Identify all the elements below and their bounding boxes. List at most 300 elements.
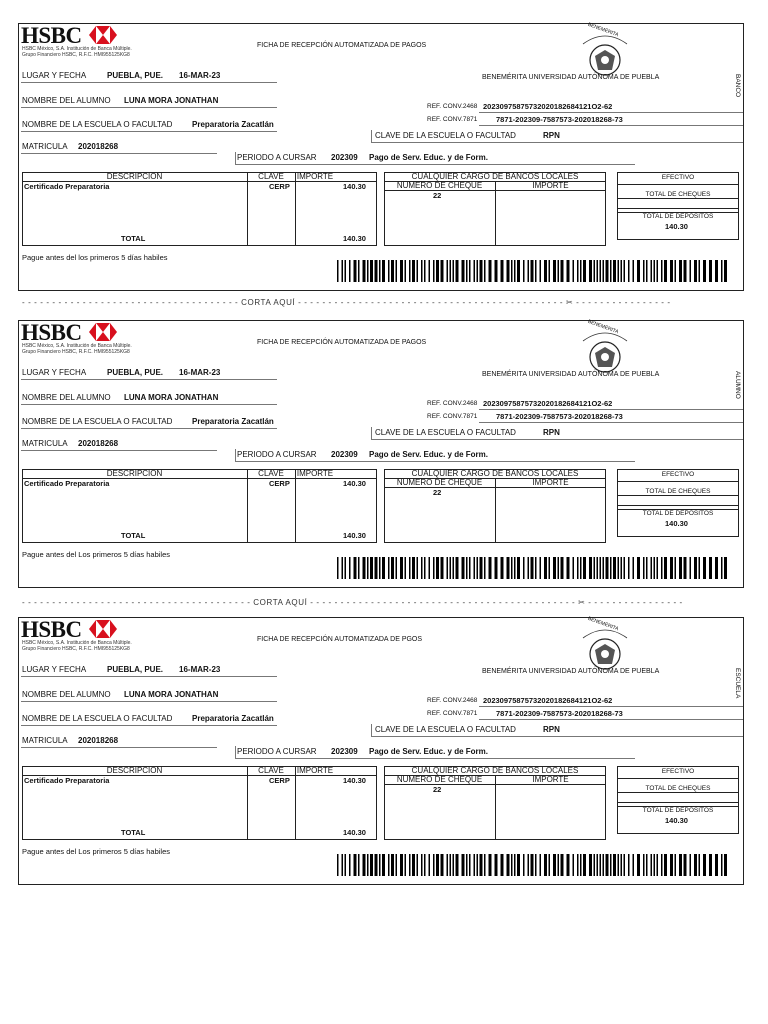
barcode-bar	[514, 557, 516, 579]
barcode-bar	[484, 854, 486, 876]
barcode-bar	[405, 854, 407, 876]
barcode-bar	[466, 260, 468, 282]
barcode-bar	[441, 854, 444, 876]
barcode-bar	[684, 854, 687, 876]
efectivo-label: EFECTIVO	[661, 768, 695, 775]
barcode-bar	[589, 260, 592, 282]
barcode-bar	[474, 854, 476, 876]
barcode-bar	[561, 854, 564, 876]
barcode-bar	[507, 260, 510, 282]
ref1-value: 20230975875732020182684121O2-62	[483, 102, 613, 111]
barcode-bar	[583, 854, 586, 876]
periodo-value: 202309	[331, 450, 358, 459]
barcode-bar	[409, 260, 411, 282]
ref2-value: 7871-202309-7587573-202018268-73	[496, 412, 623, 421]
barcode-bar	[517, 557, 520, 579]
matricula-label: MATRICULA	[22, 439, 68, 448]
barcode-bar	[370, 260, 373, 282]
barcode-bar	[535, 854, 537, 876]
barcode-bar	[469, 854, 471, 876]
barcode-bar	[621, 854, 623, 876]
barcode-bar	[703, 557, 706, 579]
barcode-bar	[429, 557, 431, 579]
barcode-bar	[610, 557, 612, 579]
barcode-bar	[594, 557, 596, 579]
barcode-bar	[606, 260, 609, 282]
barcode-bar	[388, 854, 390, 876]
barcode-bar	[363, 557, 366, 579]
barcode-bar	[690, 260, 692, 282]
barcode-bar	[477, 854, 479, 876]
periodo-value: 202309	[331, 153, 358, 162]
underline	[479, 422, 743, 423]
cut-line: - - - - - - - - - - - - - - - - - - - - - - - - - - - - - - - - - - - - - - CORTA AQUÍ - - - - - - - - - - - - - - - - - - - - - - - - - - - - - - - - - - - - - - - - - - - - ✂ - - - - - - - - - - - - - - - -	[22, 598, 683, 607]
payment-slip-bank-copy	[18, 23, 744, 291]
barcode-bar	[484, 557, 486, 579]
barcode-bar	[654, 854, 656, 876]
barcode-bar	[495, 260, 498, 282]
underline	[235, 461, 635, 462]
barcode-bar	[567, 557, 570, 579]
barcode-bar	[606, 854, 609, 876]
barcode-bar	[654, 557, 656, 579]
barcode-bar	[424, 854, 426, 876]
ref2-label: REF. CONV.7871	[427, 116, 478, 123]
matricula-value: 202018268	[78, 439, 119, 448]
bank-legal-line-1: HSBC México, S.A. Institución de Banca Múltiple.	[22, 343, 132, 349]
barcode-bar	[456, 557, 459, 579]
hsbc-logo-text: HSBC	[21, 23, 82, 48]
barcode-bar	[690, 557, 692, 579]
barcode-bar	[370, 557, 373, 579]
escuela-value: Preparatoria Zacatlán	[192, 120, 274, 129]
total-value: 140.30	[343, 828, 366, 837]
barcode-bar	[379, 854, 381, 876]
underline	[21, 404, 277, 405]
barcode-bar	[391, 854, 394, 876]
underline	[21, 725, 277, 726]
periodo-label: PERIODO A CURSAR	[237, 747, 317, 756]
fecha-value: 16-MAR-23	[179, 368, 221, 377]
barcode-bar	[600, 557, 602, 579]
barcode-bar	[489, 557, 492, 579]
cut-line: - - - - - - - - - - - - - - - - - - - - - - - - - - - - - - - - - - - - CORTA AQUÍ - - - - - - - - - - - - - - - - - - - - - - - - - - - - - - - - - - - - - - - - - - - - ✂ - - - - - - - - - - - - - - - -	[22, 298, 671, 307]
barcode-bar	[577, 260, 579, 282]
barcode-bar	[646, 854, 648, 876]
underline	[371, 142, 743, 143]
barcode-bar	[358, 260, 360, 282]
barcode-bar	[436, 260, 439, 282]
barcode-bar	[675, 260, 677, 282]
barcode-bar	[633, 854, 635, 876]
barcode-bar	[462, 854, 465, 876]
barcode-bar	[553, 557, 556, 579]
clave-escuela-label: CLAVE DE LA ESCUELA O FACULTAD	[375, 725, 516, 734]
barcode-bar	[412, 557, 415, 579]
barcode-bar	[342, 557, 344, 579]
alumno-value: LUNA MORA JONATHAN	[124, 96, 219, 105]
underline	[479, 719, 743, 720]
bancos-title: CUALQUIER CARGO DE BANCOS LOCALES	[411, 469, 579, 478]
col-clave: CLAVE	[258, 172, 284, 181]
barcode-bar	[573, 557, 575, 579]
barcode-bar	[675, 854, 677, 876]
matricula-label: MATRICULA	[22, 142, 68, 151]
barcode-bar	[388, 557, 390, 579]
barcode-bar	[540, 854, 542, 876]
barcode-bar	[580, 260, 582, 282]
barcode-bar	[337, 557, 339, 579]
barcode-bar	[715, 260, 718, 282]
total-label: TOTAL	[121, 234, 146, 243]
barcode-bar	[583, 557, 586, 579]
barcode-bar	[610, 854, 612, 876]
barcode-bar	[724, 557, 727, 579]
barcode-bar	[694, 557, 697, 579]
barcode-bar	[405, 557, 407, 579]
barcode-bar	[643, 260, 645, 282]
barcode-bar	[540, 557, 542, 579]
barcode-bar	[549, 854, 551, 876]
barcode-bar	[453, 557, 455, 579]
barcode-bar	[679, 557, 682, 579]
col-numero-cheque: NUMERO DE CHEQUE	[396, 775, 483, 784]
barcode-bar	[621, 260, 623, 282]
copy-label: BANCO	[734, 74, 741, 98]
underline	[21, 379, 277, 380]
ref1-label: REF. CONV.2468	[427, 697, 478, 704]
barcode-bar	[375, 557, 378, 579]
col-clave: CLAVE	[258, 469, 284, 478]
barcode-bar	[573, 854, 575, 876]
barcode-bar	[549, 260, 551, 282]
barcode-bar	[540, 260, 542, 282]
barcode-bar	[342, 854, 344, 876]
barcode-bar	[724, 260, 727, 282]
col-importe: IMPORTE	[296, 172, 334, 181]
barcode-bar	[342, 260, 344, 282]
university-seal-icon	[577, 30, 633, 80]
barcode-bar	[354, 260, 357, 282]
lugar-fecha-label: LUGAR Y FECHA	[22, 665, 87, 674]
bancos-title: CUALQUIER CARGO DE BANCOS LOCALES	[411, 172, 579, 181]
barcode-bar	[484, 260, 486, 282]
barcode-bar	[456, 854, 459, 876]
underline	[479, 125, 743, 126]
barcode-bar	[699, 260, 701, 282]
barcode-bar	[514, 260, 516, 282]
barcode-bar	[441, 557, 444, 579]
barcode-bar	[477, 557, 479, 579]
barcode-bar	[618, 260, 620, 282]
barcode-bar	[412, 854, 415, 876]
ref2-label: REF. CONV.7871	[427, 710, 478, 717]
barcode-bar	[514, 854, 516, 876]
col-importe-cheque: IMPORTE	[532, 478, 569, 487]
item-clave: CERP	[269, 776, 290, 785]
barcode-bar	[589, 854, 592, 876]
barcode-bar	[450, 557, 452, 579]
barcode-bar	[370, 854, 373, 876]
barcode-bar	[433, 854, 435, 876]
barcode-bar	[349, 260, 351, 282]
barcode-bar	[367, 854, 369, 876]
seal-text: BENEMÉRITA	[586, 318, 620, 336]
barcode-bar	[469, 557, 471, 579]
barcode-bar	[382, 557, 385, 579]
barcode-bar	[400, 854, 403, 876]
cheque-value: 22	[433, 488, 442, 497]
barcode-bar	[345, 260, 347, 282]
barcode-bar	[531, 854, 534, 876]
barcode-bar	[345, 557, 347, 579]
barcode-bar	[675, 557, 677, 579]
barcode-bar	[535, 260, 537, 282]
barcode-bar	[633, 557, 635, 579]
barcode-bar	[597, 557, 599, 579]
barcode-bar	[567, 854, 570, 876]
barcode-bar	[517, 854, 520, 876]
barcode-bar	[511, 260, 513, 282]
barcode-bar	[558, 557, 560, 579]
barcode-bar	[354, 854, 357, 876]
bank-legal-line-1: HSBC México, S.A. Institución de Banca Múltiple.	[22, 46, 132, 52]
underline	[479, 112, 743, 113]
barcode-bar	[523, 260, 525, 282]
barcode-bar	[637, 854, 640, 876]
barcode-bar	[345, 854, 347, 876]
slip-title: FICHA DE RECEPCIÓN AUTOMATIZADA DE PAGOS	[257, 339, 427, 346]
barcode-bar	[715, 854, 718, 876]
underline	[21, 153, 217, 154]
lugar-value: PUEBLA, PUE.	[107, 368, 164, 377]
underline	[479, 706, 743, 707]
barcode-bar	[567, 260, 570, 282]
barcode-bar	[396, 260, 398, 282]
barcode-bar	[561, 260, 564, 282]
underline	[235, 164, 635, 165]
pague-note: Pague antes del Los primeros 5 días habiles	[22, 550, 171, 559]
barcode-bar	[558, 854, 560, 876]
barcode-bar	[577, 854, 579, 876]
depositos-value: 140.30	[665, 222, 688, 231]
efectivo-label: EFECTIVO	[661, 471, 695, 478]
barcode-bar	[657, 854, 659, 876]
barcode-bar	[417, 854, 419, 876]
underline	[371, 439, 743, 440]
underline	[21, 747, 217, 748]
pague-note: Pague antes del Los primeros 5 días habiles	[22, 847, 171, 856]
scissors-icon: ✂	[565, 298, 574, 307]
escuela-value: Preparatoria Zacatlán	[192, 714, 274, 723]
barcode-bar	[544, 260, 547, 282]
barcode-bar	[501, 557, 504, 579]
copy-label: ESCUELA	[734, 668, 741, 699]
total-label: TOTAL	[121, 531, 146, 540]
underline	[21, 676, 277, 677]
periodo-value: 202309	[331, 747, 358, 756]
barcode-bar	[606, 557, 609, 579]
barcode-bar	[421, 260, 423, 282]
barcode-bar	[661, 557, 663, 579]
barcode-bar	[699, 854, 701, 876]
col-descripcion: DESCRIPCION	[106, 766, 163, 775]
corta-label: CORTA AQUÍ	[253, 598, 308, 607]
ref1-value: 20230975875732020182684121O2-62	[483, 696, 613, 705]
barcode-bar	[358, 854, 360, 876]
escuela-value: Preparatoria Zacatlán	[192, 417, 274, 426]
barcode-bar	[643, 854, 645, 876]
barcode-bar	[363, 260, 366, 282]
barcode-bar	[670, 557, 673, 579]
ref2-label: REF. CONV.7871	[427, 413, 478, 420]
underline	[479, 409, 743, 410]
item-importe: 140.30	[343, 479, 366, 488]
barcode-bar	[580, 854, 582, 876]
barcode-bar	[375, 854, 378, 876]
barcode-bar	[684, 260, 687, 282]
barcode-bar	[531, 557, 534, 579]
barcode-bar	[661, 260, 663, 282]
university-seal-icon	[577, 327, 633, 377]
underline	[21, 82, 277, 83]
scissors-icon: ✂	[578, 598, 586, 607]
item-importe: 140.30	[343, 776, 366, 785]
barcode-bar	[561, 557, 564, 579]
barcode-bar	[664, 260, 667, 282]
barcode-bar	[544, 557, 547, 579]
alumno-value: LUNA MORA JONATHAN	[124, 393, 219, 402]
barcode-bar	[379, 557, 381, 579]
barcode-bar	[480, 854, 483, 876]
item-descripcion: Certificado Preparatoria	[24, 776, 110, 785]
barcode-bar	[624, 260, 626, 282]
barcode-bar	[721, 854, 723, 876]
barcode-bar	[447, 854, 449, 876]
barcode-bar	[651, 557, 653, 579]
barcode-bar	[379, 260, 381, 282]
periodo-desc: Pago de Serv. Educ. y de Form.	[369, 747, 488, 756]
col-clave: CLAVE	[258, 766, 284, 775]
periodo-desc: Pago de Serv. Educ. y de Form.	[369, 153, 488, 162]
lugar-fecha-label: LUGAR Y FECHA	[22, 368, 87, 377]
barcode-bar	[724, 854, 727, 876]
barcode-bar	[624, 557, 626, 579]
barcode-bar	[654, 260, 656, 282]
fecha-value: 16-MAR-23	[179, 665, 221, 674]
escuela-label: NOMBRE DE LA ESCUELA O FACULTAD	[22, 714, 173, 723]
barcode-bar	[523, 557, 525, 579]
barcode-bar	[621, 557, 623, 579]
barcode-bar	[511, 557, 513, 579]
barcode-bar	[628, 854, 630, 876]
barcode-bar	[610, 260, 612, 282]
barcode	[337, 854, 729, 876]
barcode-bar	[600, 854, 602, 876]
barcode-bar	[643, 557, 645, 579]
item-clave: CERP	[269, 479, 290, 488]
col-importe-cheque: IMPORTE	[532, 181, 569, 190]
barcode-bar	[507, 557, 510, 579]
barcode-bar	[396, 854, 398, 876]
pague-note: Pague antes del los primeros 5 días habiles	[22, 253, 168, 262]
bank-legal-line-2: Grupo Financiero HSBC, R.F.C. HMI955125KG8	[22, 646, 130, 652]
barcode-bar	[349, 854, 351, 876]
lugar-fecha-label: LUGAR Y FECHA	[22, 71, 87, 80]
matricula-value: 202018268	[78, 736, 119, 745]
barcode-bar	[549, 557, 551, 579]
barcode-bar	[456, 260, 459, 282]
copy-label: ALUMNO	[734, 371, 741, 399]
depositos-value: 140.30	[665, 519, 688, 528]
barcode-bar	[528, 557, 530, 579]
barcode-bar	[613, 260, 616, 282]
barcode-bar	[354, 557, 357, 579]
barcode-bar	[480, 557, 483, 579]
item-descripcion: Certificado Preparatoria	[24, 479, 110, 488]
slip-title: FICHA DE RECEPCIÓN AUTOMATIZADA DE PGOS	[257, 636, 423, 643]
barcode-bar	[661, 854, 663, 876]
barcode-bar	[375, 260, 378, 282]
barcode-bar	[501, 260, 504, 282]
total-cheques-label: TOTAL DE CHEQUES	[645, 488, 711, 495]
lugar-value: PUEBLA, PUE.	[107, 71, 164, 80]
underline	[21, 131, 277, 132]
barcode-bar	[409, 854, 411, 876]
barcode-bar	[501, 854, 504, 876]
barcode-bar	[553, 854, 556, 876]
barcode-bar	[646, 260, 648, 282]
barcode-bar	[535, 557, 537, 579]
barcode-bar	[436, 854, 439, 876]
barcode-bar	[421, 557, 423, 579]
col-importe: IMPORTE	[296, 766, 334, 775]
barcode-bar	[417, 557, 419, 579]
barcode-bar	[603, 854, 605, 876]
barcode-bar	[363, 854, 366, 876]
barcode-bar	[337, 260, 339, 282]
bancos-title: CUALQUIER CARGO DE BANCOS LOCALES	[411, 766, 579, 775]
barcode-bar	[694, 854, 697, 876]
barcode-bar	[597, 260, 599, 282]
col-descripcion: DESCRIPCION	[106, 469, 163, 478]
barcode-bar	[358, 557, 360, 579]
barcode-bar	[633, 260, 635, 282]
barcode-bar	[558, 260, 560, 282]
barcode-bar	[600, 260, 602, 282]
barcode-bar	[391, 557, 394, 579]
underline	[21, 428, 277, 429]
barcode-bar	[421, 854, 423, 876]
ref2-value: 7871-202309-7587573-202018268-73	[496, 115, 623, 124]
total-depositos-label: TOTAL DE DEPÓSITOS	[642, 510, 714, 517]
clave-escuela-value: RPN	[543, 725, 560, 734]
hsbc-hexagon-logo	[89, 620, 117, 638]
barcode-bar	[477, 260, 479, 282]
barcode-bar	[388, 260, 390, 282]
barcode-bar	[573, 260, 575, 282]
barcode-bar	[618, 854, 620, 876]
barcode-bar	[679, 854, 682, 876]
barcode	[337, 557, 729, 579]
university-name: BENEMÉRITA UNIVERSIDAD AUTÓNOMA DE PUEBLA	[482, 371, 660, 378]
periodo-desc: Pago de Serv. Educ. y de Form.	[369, 450, 488, 459]
barcode	[337, 260, 729, 282]
periodo-label: PERIODO A CURSAR	[237, 153, 317, 162]
barcode-bar	[613, 854, 616, 876]
clave-escuela-value: RPN	[543, 428, 560, 437]
alumno-label: NOMBRE DEL ALUMNO	[22, 690, 111, 699]
